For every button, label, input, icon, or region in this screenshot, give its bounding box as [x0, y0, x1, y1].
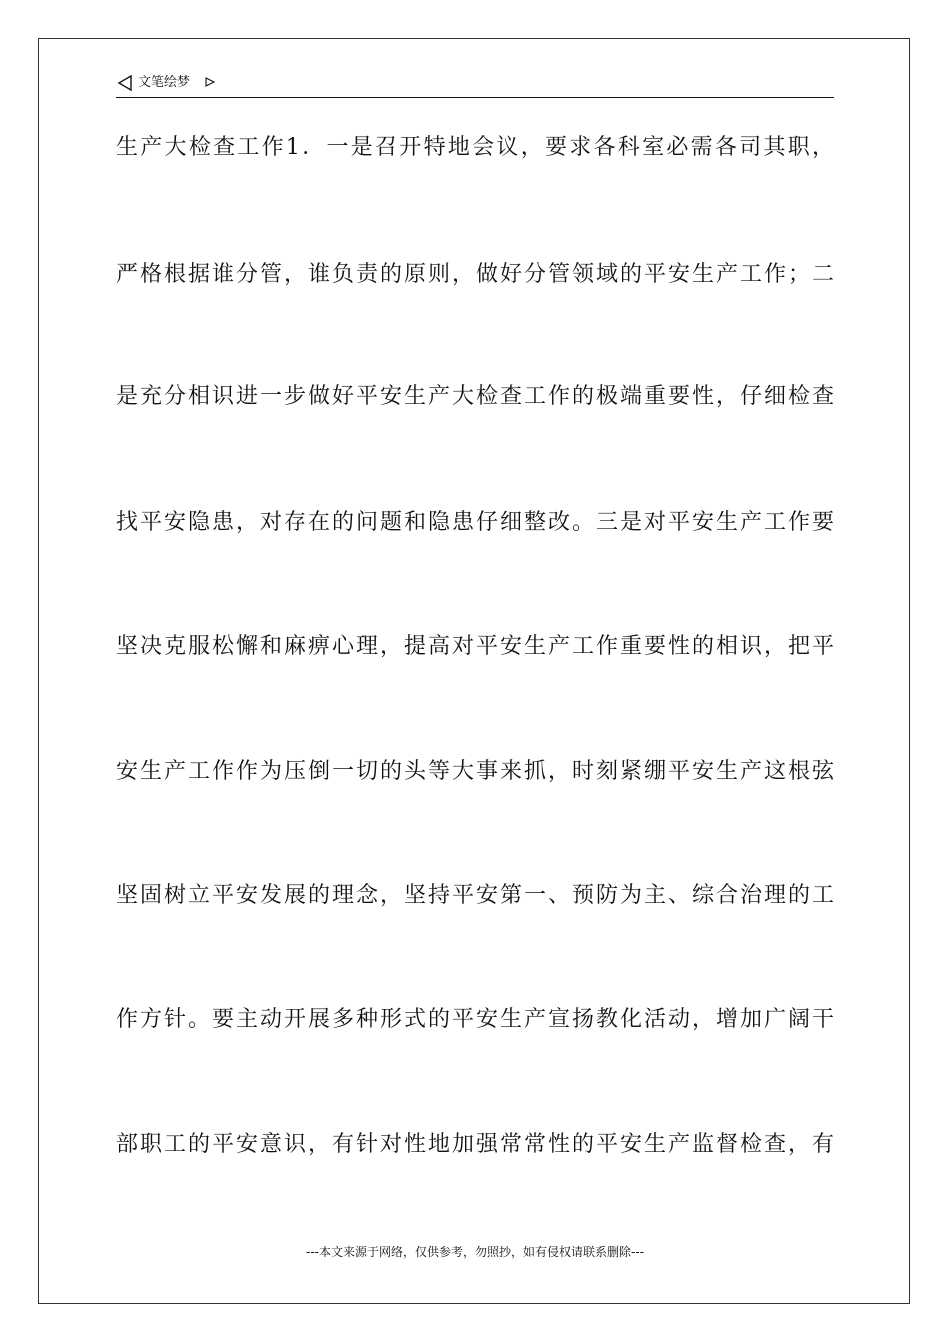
footer-disclaimer: ---本文来源于网络，仅供参考，勿照抄，如有侵权请联系删除---	[306, 1245, 644, 1259]
text-line: 生产大检查工作1．一是召开特地会议，要求各科室必需各司其职，	[116, 135, 834, 160]
text-line: 严格根据谁分管，谁负责的原则，做好分管领域的平安生产工作；二	[116, 262, 834, 287]
text-line: 安生产工作作为压倒一切的头等大事来抓，时刻紧绷平安生产这根弦	[116, 759, 834, 784]
page-border	[38, 38, 910, 1304]
text-line: 坚固树立平安发展的理念，坚持平安第一、预防为主、综合治理的工	[116, 883, 834, 908]
page-header	[116, 72, 834, 98]
text-line: 作方针。要主动开展多种形式的平安生产宣扬教化活动，增加广阔干	[116, 1007, 834, 1032]
text-line: 部职工的平安意识，有针对性地加强常常性的平安生产监督检查，有	[116, 1132, 834, 1157]
text-line: 坚决克服松懈和麻痹心理，提高对平安生产工作重要性的相识，把平	[116, 634, 834, 659]
header-title: 文笔绘梦	[138, 75, 191, 90]
text-line: 找平安隐患，对存在的问题和隐患仔细整改。三是对平安生产工作要	[116, 510, 834, 535]
triangle-left-outline-icon	[116, 74, 134, 92]
triangle-right-outline-icon	[204, 76, 216, 88]
text-line: 是充分相识进一步做好平安生产大检查工作的极端重要性，仔细检查	[116, 384, 834, 409]
